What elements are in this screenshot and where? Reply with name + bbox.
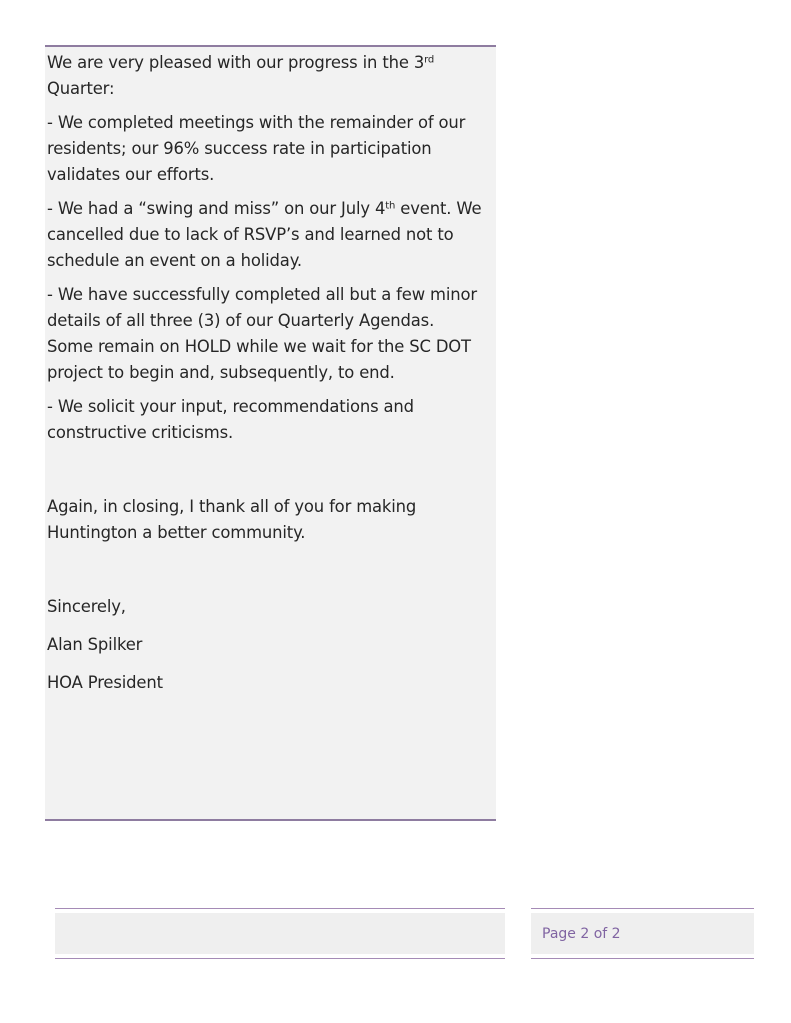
signer-name: Alan Spilker (47, 635, 143, 654)
sign-off: Sincerely, (47, 597, 126, 616)
signer-title: HOA President (47, 673, 163, 692)
july-event-text-b: event. We cancelled due to lack of RSVP’s and learned not to schedule an event on a holiday. (47, 199, 482, 270)
letter-panel (45, 45, 496, 821)
progress-item-agendas: - We have successfully completed all but a few minor details of all three (3) of our Quarterly Agendas. Some remain on HOLD while we wait for the SC DOT project to begin and, subsequently, to end. (47, 285, 477, 382)
footer-page-panel (531, 908, 754, 959)
progress-item-july-event (47, 196, 490, 274)
intro-paragraph (47, 50, 490, 102)
progress-item-meetings: - We completed meetings with the remainder of our residents; our 96% success rate in participation validates our efforts. (47, 113, 466, 184)
footer-left-fill (55, 913, 505, 954)
footer-page-fill (531, 913, 754, 954)
july-event-ordinal: th (385, 200, 396, 212)
intro-end: Quarter: (47, 79, 115, 98)
closing-paragraph: Again, in closing, I thank all of you for making Huntington a better community. (47, 497, 417, 542)
intro-ordinal: rd (424, 54, 435, 66)
footer-left-panel (55, 908, 505, 959)
intro-text: We are very pleased with our progress in the 3 (47, 53, 425, 72)
page-number: Page 2 of 2 (542, 925, 621, 942)
july-event-text-a: - We had a “swing and miss” on our July 4 (47, 199, 386, 218)
progress-item-input: - We solicit your input, recommendations and constructive criticisms. (47, 397, 414, 442)
